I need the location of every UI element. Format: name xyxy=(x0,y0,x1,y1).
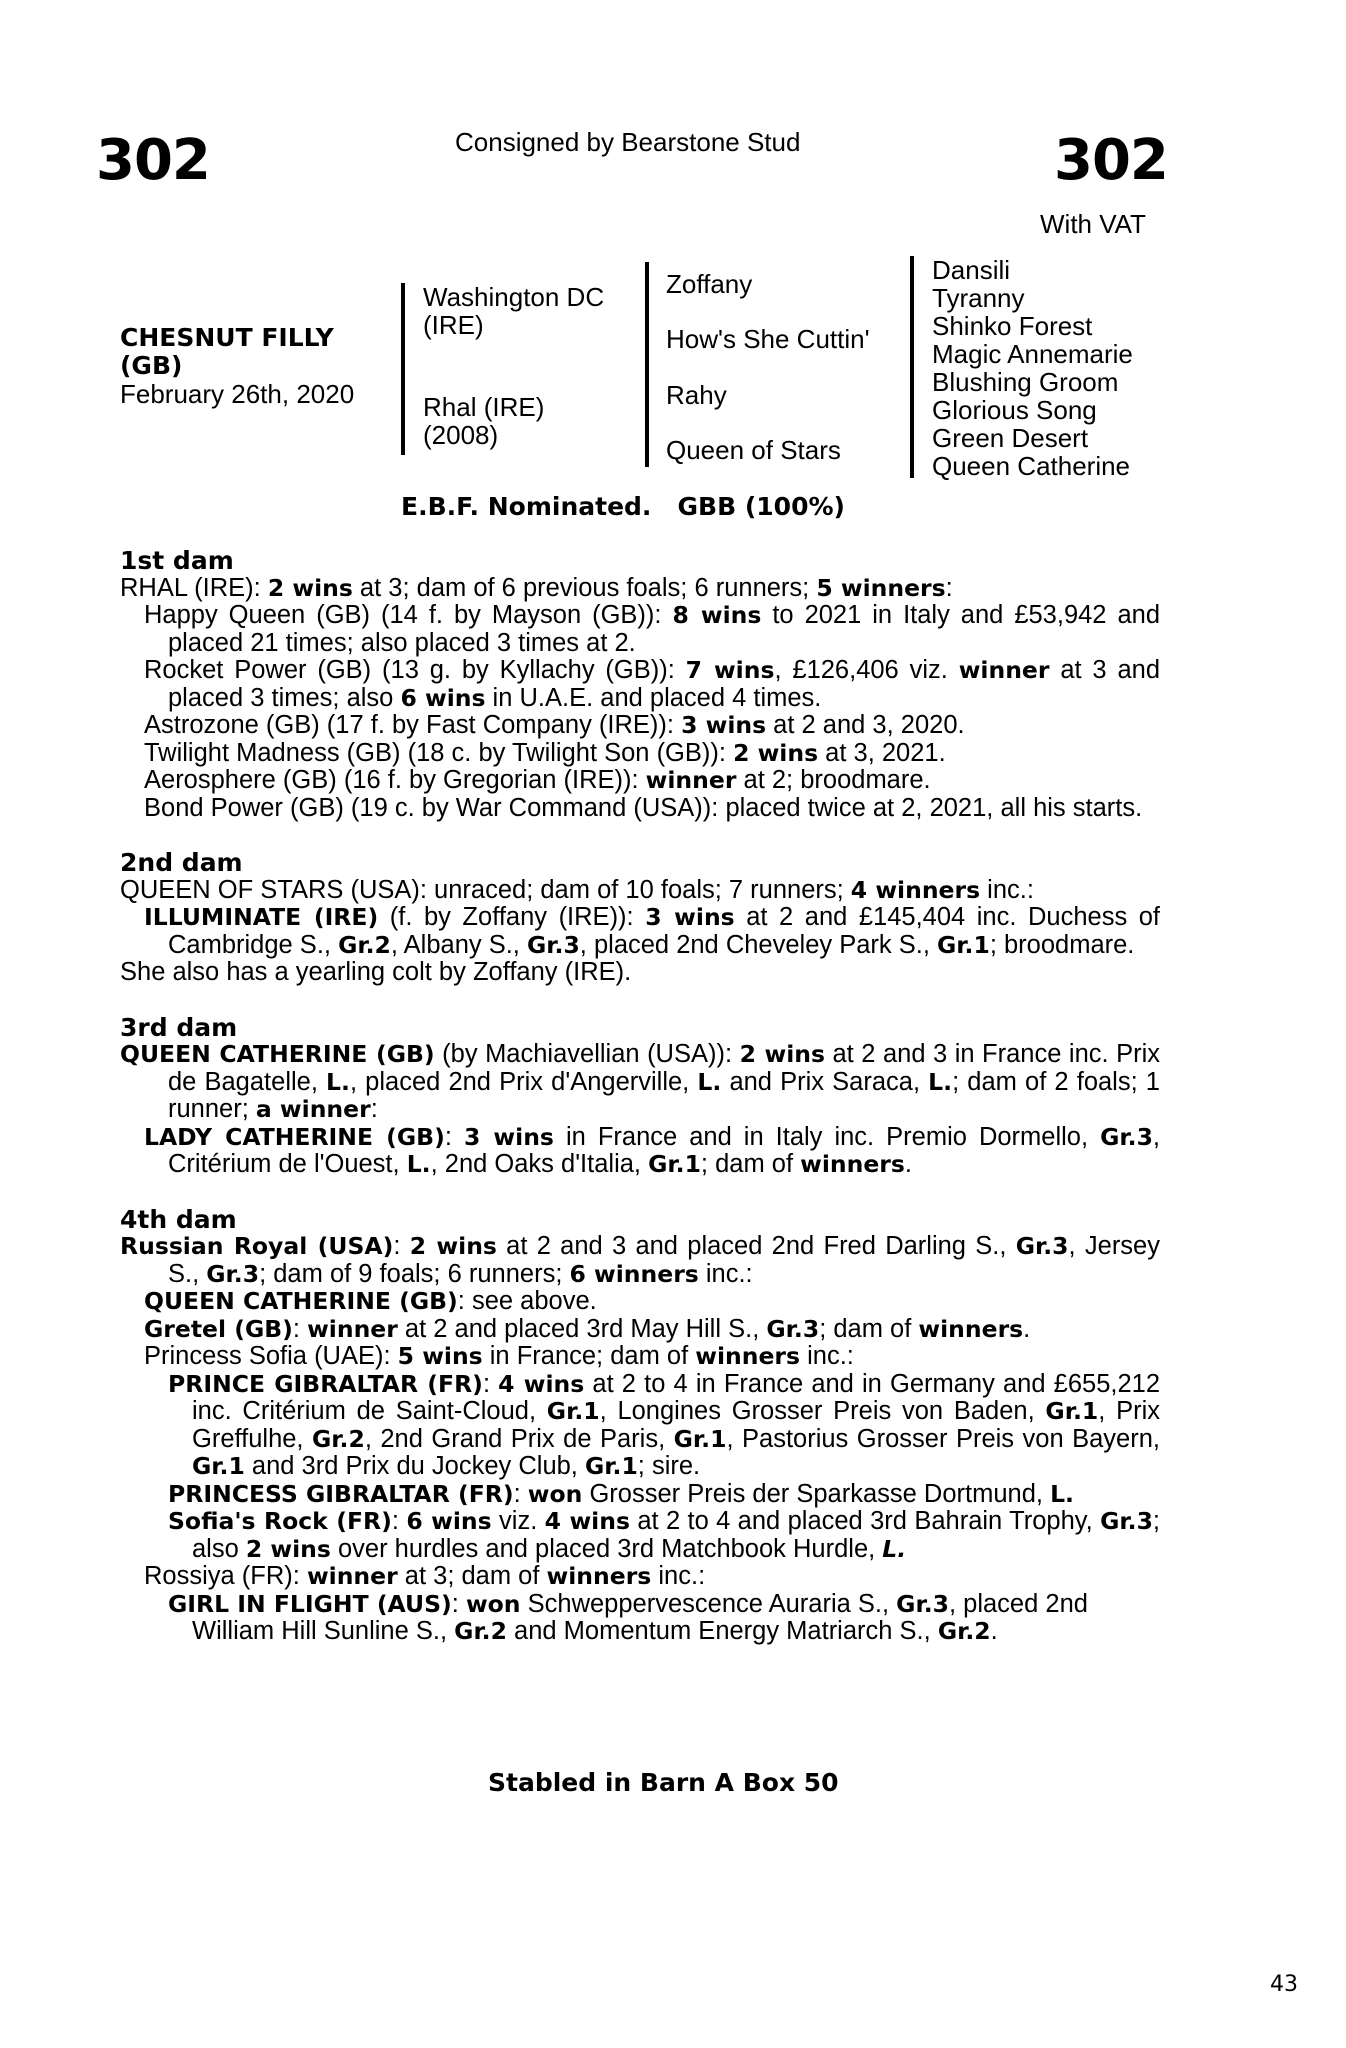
progeny-entry: Princess Sofia (UAE): 5 wins in France; dam of winners inc.: xyxy=(144,1342,854,1370)
progeny-entry: Aerosphere (GB) (16 f. by Gregorian (IRE)): winner at 2; broodmare. xyxy=(144,766,931,794)
horse-name-line2: (GB) xyxy=(120,351,183,380)
progeny-entry: ILLUMINATE (IRE) (f. by Zoffany (IRE)): 3 wins at 2 and £145,404 inc. Duchess of Cambridge S., Gr.2, Albany S., Gr.3, placed 2nd Cheveley Park S., Gr.1; broodmare. xyxy=(144,903,1161,959)
pedigree-dam-line2: (2008) xyxy=(423,420,499,450)
pedigree-gen3-7: Green Desert xyxy=(932,423,1089,453)
pedigree-gen3-5: Blushing Groom xyxy=(932,367,1119,397)
second-dam-note: She also has a yearling colt by Zoffany (IRE). xyxy=(120,958,632,986)
pedigree-gen3-4: Magic Annemarie xyxy=(932,339,1133,369)
pedigree-bracket-1 xyxy=(401,283,405,455)
lot-number-left: 302 xyxy=(96,128,210,193)
pedigree-dam-line1: Rhal (IRE) xyxy=(423,392,545,422)
pedigree-sire-line2: (IRE) xyxy=(423,310,484,340)
progeny-entry: Twilight Madness (GB) (18 c. by Twilight Son (GB)): 2 wins at 3, 2021. xyxy=(144,738,946,767)
grand-progeny-entry: PRINCESS GIBRALTAR (FR): won Grosser Preis der Sparkasse Dortmund, L. xyxy=(168,1479,1074,1508)
second-dam-summary: QUEEN OF STARS (USA): unraced; dam of 10 foals; 7 runners; 4 winners inc.: xyxy=(120,875,1034,904)
progeny-entry: Rossiya (FR): winner at 3; dam of winners inc.: xyxy=(144,1562,706,1590)
fourth-dam-heading: 4th dam xyxy=(120,1204,237,1234)
third-dam-heading: 3rd dam xyxy=(120,1012,238,1042)
pedigree-bracket-2 xyxy=(645,262,649,467)
lot-number-right: 302 xyxy=(1054,128,1168,193)
pedigree-gen3-6: Glorious Song xyxy=(932,395,1097,425)
progeny-entry: Happy Queen (GB) (14 f. by Mayson (GB)): 8 wins to 2021 in Italy and £53,942 and placed 21 times; also placed 3 times at 2. xyxy=(144,601,1161,657)
pedigree-gen2-1: Zoffany xyxy=(666,269,753,299)
grand-progeny-entry: GIRL IN FLIGHT (AUS): won Schweppervescence Auraria S., Gr.3, placed 2nd William Hill Sunline S., Gr.2 and Momentum Energy Matriarch S., Gr.2. xyxy=(168,1589,1088,1645)
second-dam-heading: 2nd dam xyxy=(120,848,243,877)
first-dam-summary: RHAL (IRE): 2 wins at 3; dam of 6 previous foals; 6 runners; 5 winners: xyxy=(120,573,953,602)
pedigree-gen3-8: Queen Catherine xyxy=(932,451,1131,481)
progeny-entry: Bond Power (GB) (19 c. by War Command (USA)): placed twice at 2, 2021, all his starts. xyxy=(144,793,1143,822)
pedigree-gen3-2: Tyranny xyxy=(932,283,1025,313)
progeny-entry: QUEEN CATHERINE (GB): see above. xyxy=(144,1287,597,1315)
pedigree-gen3-1: Dansili xyxy=(932,255,1011,285)
consignor: Consigned by Bearstone Stud xyxy=(455,127,801,157)
horse-name-line1: CHESNUT FILLY xyxy=(120,323,334,352)
vat-note: With VAT xyxy=(1040,209,1146,239)
page-number: 43 xyxy=(1270,1972,1298,1997)
fourth-dam-summary: Russian Royal (USA): 2 wins at 2 and 3 and placed 2nd Fred Darling S., Gr.3, Jersey S., Gr.3; dam of 9 foals; 6 runners; 6 winners inc.: xyxy=(120,1232,1160,1288)
progeny-entry: Astrozone (GB) (17 f. by Fast Company (IRE)): 3 wins at 2 and 3, 2020. xyxy=(144,711,965,739)
pedigree-gen2-2: How's She Cuttin' xyxy=(666,324,870,354)
pedigree-gen2-3: Rahy xyxy=(666,380,727,410)
catalogue-body xyxy=(120,547,1160,1646)
pedigree-gen2-4: Queen of Stars xyxy=(666,435,841,465)
third-dam-summary: QUEEN CATHERINE (GB) (by Machiavellian (USA)): 2 wins at 2 and 3 in France inc. Prix de Bagatelle, L., placed 2nd Prix d'Angerville, L. and Prix Saraca, L.; dam of 2 foals; 1 runner; a winner: xyxy=(120,1040,1161,1123)
pedigree-gen3-3: Shinko Forest xyxy=(932,311,1093,341)
progeny-entry: Gretel (GB): winner at 2 and placed 3rd May Hill S., Gr.3; dam of winners. xyxy=(144,1314,1031,1343)
grand-progeny-entry: PRINCE GIBRALTAR (FR): 4 wins at 2 to 4 in France and in Germany and £655,212 inc. Critérium de Saint-Cloud, Gr.1, Longines Grosser Preis von Baden, Gr.1, Prix Greffulhe, Gr.2, 2nd Grand Prix de Paris, Gr.1, Pastorius Grosser Preis von Bayern, Gr.1 and 3rd Prix du Jockey Club, Gr.1; sire. xyxy=(168,1369,1161,1480)
progeny-entry: LADY CATHERINE (GB): 3 wins in France and in Italy inc. Premio Dormello, Gr.3, Critérium de l'Ouest, L., 2nd Oaks d'Italia, Gr.1; dam of winners. xyxy=(144,1122,1161,1178)
first-dam-heading: 1st dam xyxy=(120,546,234,575)
grand-progeny-entry: Sofia's Rock (FR): 6 wins viz. 4 wins at 2 to 4 and placed 3rd Bahrain Trophy, Gr.3; also 2 wins over hurdles and placed 3rd Matchbook Hurdle, L. xyxy=(168,1507,1161,1563)
progeny-entry: Rocket Power (GB) (13 g. by Kyllachy (GB)): 7 wins, £126,406 viz. winner at 3 and placed 3 times; also 6 wins in U.A.E. and placed 4 times. xyxy=(144,656,1161,712)
stabling-info: Stabled in Barn A Box 50 xyxy=(488,1768,839,1797)
foaling-date: February 26th, 2020 xyxy=(120,379,355,409)
pedigree-bracket-3 xyxy=(910,256,914,478)
nomination-line: E.B.F. Nominated. GBB (100%) xyxy=(401,492,845,521)
pedigree-sire-line1: Washington DC xyxy=(423,282,605,312)
